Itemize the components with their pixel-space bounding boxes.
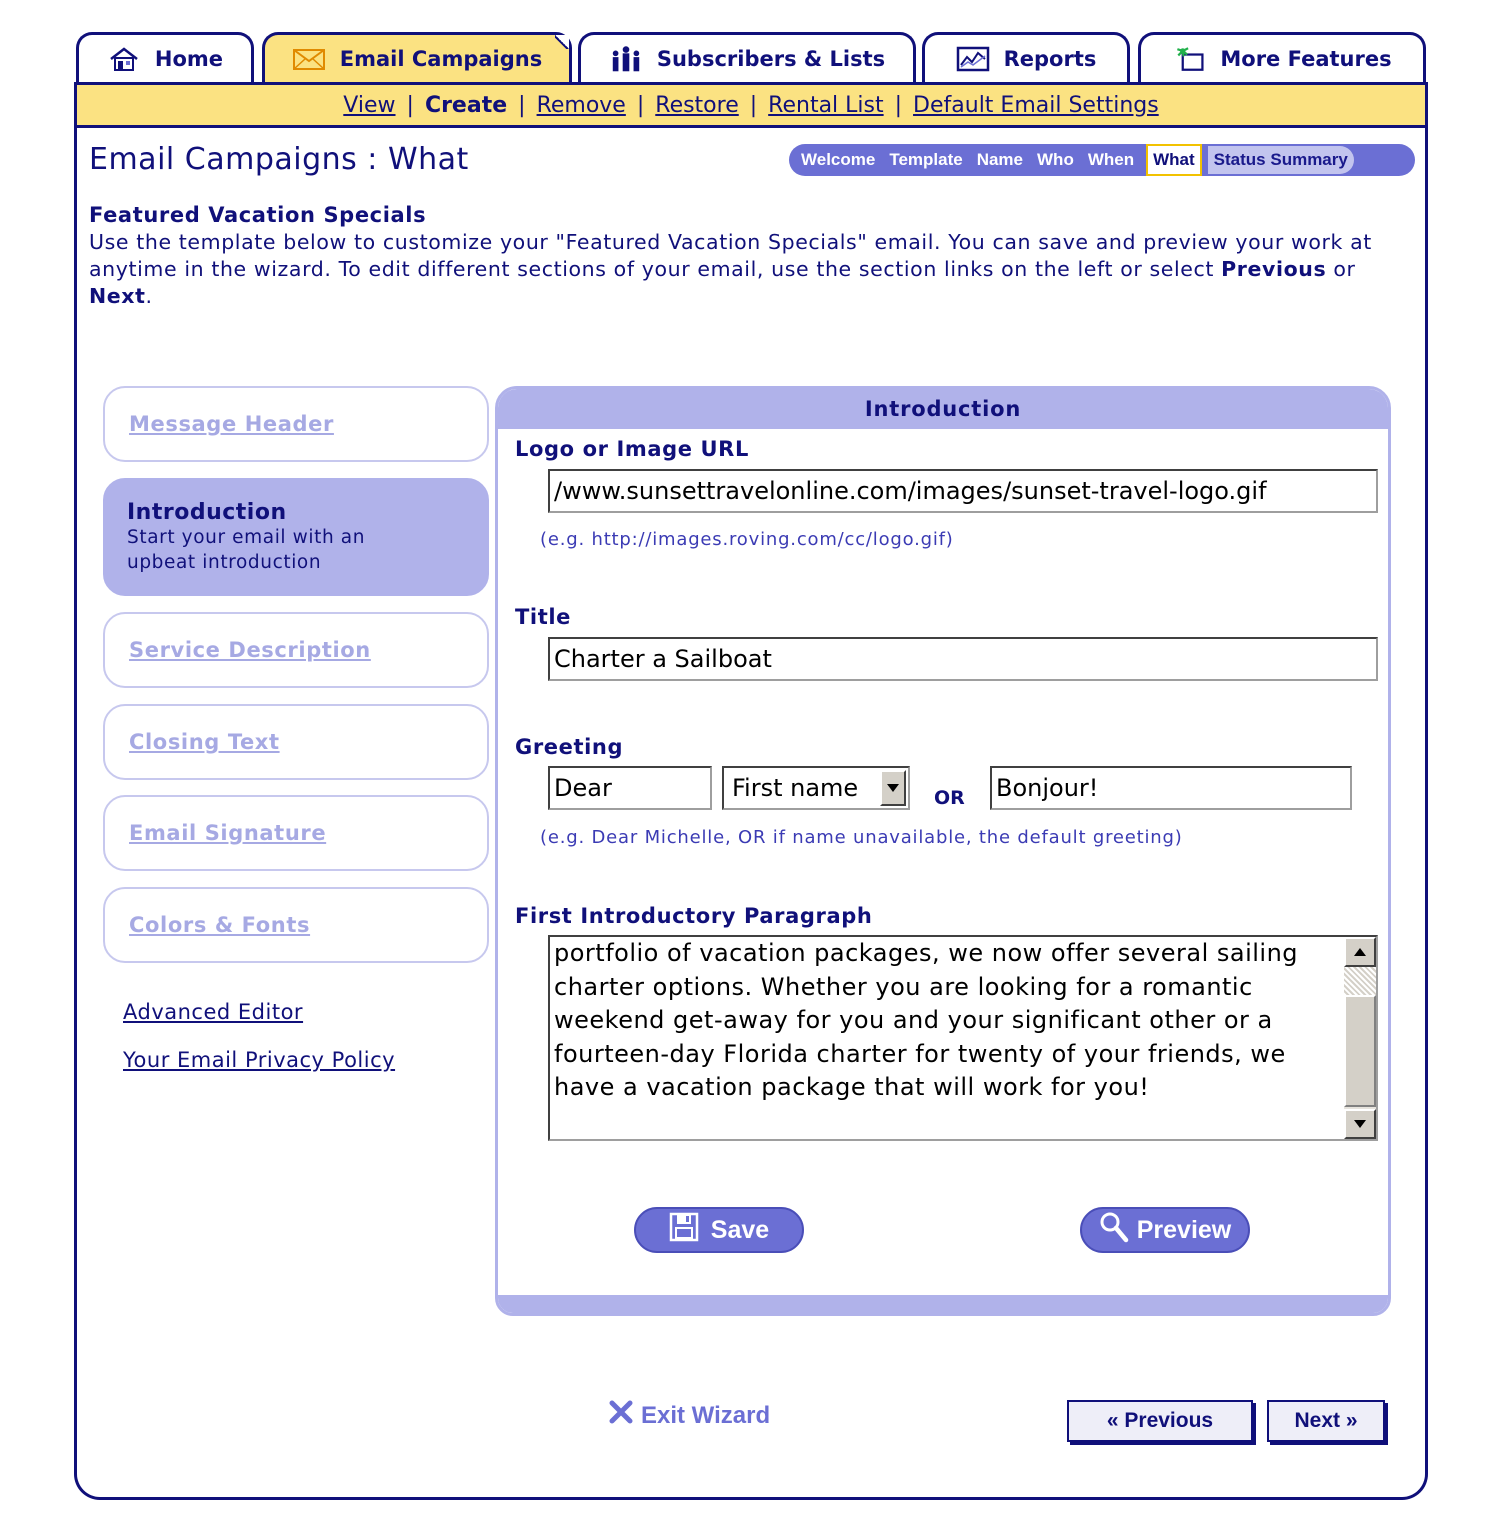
main-tabs — [76, 32, 1426, 84]
tab-reports[interactable] — [922, 32, 1130, 84]
greeting-hint: (e.g. Dear Michelle, OR if name unavailable, the default greeting) — [540, 827, 1183, 848]
tab-label: Reports — [1003, 46, 1097, 71]
panel-title: Introduction — [498, 389, 1388, 429]
logo-url-input[interactable] — [548, 469, 1378, 513]
introduction-section-description: Start your email with an upbeat introduction — [127, 526, 366, 573]
instructions-text: Use the template below to customize your "Featured Vacation Specials" email. You can save and preview your work at anytime in the wizard. To edit different sections of your email, use the section links on the left or select Previous or Next. — [89, 230, 1372, 308]
logo-url-value: /www.sunsettravelonline.com/images/sunset-travel-logo.gif — [554, 477, 1267, 505]
greeting-word-value: Dear — [554, 774, 612, 802]
greeting-label: Greeting — [515, 735, 624, 759]
title-label: Title — [515, 605, 572, 629]
tab-more-features[interactable] — [1138, 32, 1426, 84]
floppy-disk-icon — [669, 1212, 699, 1249]
scroll-thumb[interactable] — [1344, 995, 1376, 1107]
separator: | — [636, 92, 645, 118]
wizard-steps — [789, 144, 1415, 176]
advanced-editor-link[interactable]: Advanced Editor — [123, 1000, 304, 1024]
chevron-down-icon[interactable] — [880, 770, 906, 806]
previous-label: « Previous — [1106, 1409, 1214, 1432]
section-closing-text[interactable] — [103, 704, 489, 780]
separator: | — [406, 92, 414, 118]
section-service-description[interactable] — [103, 612, 489, 688]
separator: | — [749, 92, 758, 118]
section-introduction[interactable] — [103, 478, 489, 596]
tab-subscribers-lists[interactable] — [578, 32, 916, 84]
step-welcome[interactable]: Welcome — [801, 150, 876, 169]
step-status-summary[interactable]: Status Summary — [1208, 146, 1354, 174]
greeting-word-input[interactable] — [548, 766, 712, 810]
closing-text-link[interactable]: Closing Text — [129, 730, 280, 754]
preview-button[interactable] — [1080, 1207, 1250, 1253]
tab-email-campaigns[interactable] — [262, 32, 572, 84]
tab-label: Email Campaigns — [339, 46, 543, 71]
greeting-name-select[interactable] — [722, 766, 910, 810]
step-who[interactable]: Who — [1037, 150, 1074, 169]
step-what[interactable]: What — [1146, 144, 1202, 176]
introduction-section-title: Introduction — [127, 499, 287, 525]
separator: | — [518, 92, 526, 118]
envelope-icon — [292, 45, 326, 73]
paragraph-label: First Introductory Paragraph — [515, 904, 873, 928]
default-greeting-input[interactable] — [990, 766, 1352, 810]
or-label: OR — [934, 787, 965, 809]
step-name[interactable]: Name — [976, 150, 1024, 169]
section-email-signature[interactable] — [103, 795, 489, 871]
tab-label: Home — [154, 46, 224, 71]
next-button[interactable] — [1267, 1400, 1385, 1442]
colors-fonts-link[interactable]: Colors & Fonts — [129, 913, 311, 937]
step-template[interactable]: Template — [889, 150, 963, 169]
next-keyword: Next — [89, 284, 146, 308]
home-icon — [107, 45, 141, 73]
save-label: Save — [710, 1215, 770, 1244]
close-icon — [609, 1400, 633, 1431]
scrollbar[interactable] — [1344, 937, 1376, 1139]
magnifier-icon — [1099, 1211, 1129, 1250]
paragraph-textarea[interactable] — [548, 935, 1378, 1141]
logo-url-hint: (e.g. http://images.roving.com/cc/logo.gif) — [540, 529, 954, 550]
rental-list-link[interactable]: Rental List — [768, 92, 884, 118]
remove-link[interactable]: Remove — [536, 92, 626, 118]
panel-footer — [498, 1295, 1388, 1313]
tab-label: Subscribers & Lists — [656, 46, 886, 71]
email-signature-link[interactable]: Email Signature — [129, 821, 327, 845]
message-header-link[interactable]: Message Header — [129, 412, 334, 436]
exit-wizard-label: Exit Wizard — [641, 1401, 771, 1429]
default-greeting-value: Bonjour! — [996, 774, 1099, 802]
people-icon — [609, 45, 643, 73]
paragraph-value: portfolio of vacation packages, we now offer several sailing charter options. Whether you are looking for a romantic weekend get-away for you and your significant other or a fourteen-day Florida charter for twenty of your friends, we have a vacation package that will work for you! — [554, 939, 1299, 1101]
previous-button[interactable] — [1067, 1400, 1253, 1442]
sub-navigation — [77, 82, 1425, 128]
service-description-link[interactable]: Service Description — [129, 638, 371, 662]
next-label: Next » — [1294, 1409, 1358, 1432]
title-input[interactable] — [548, 637, 1378, 681]
scroll-down-icon[interactable] — [1344, 1109, 1376, 1139]
section-colors-fonts[interactable] — [103, 887, 489, 963]
privacy-policy-link[interactable]: Your Email Privacy Policy — [123, 1048, 396, 1072]
campaign-name: Featured Vacation Specials — [89, 203, 427, 227]
title-value: Charter a Sailboat — [554, 645, 772, 673]
view-link[interactable]: View — [343, 92, 396, 118]
exit-wizard-link[interactable] — [609, 1400, 770, 1431]
restore-link[interactable]: Restore — [655, 92, 739, 118]
introduction-panel — [495, 386, 1391, 1316]
save-button[interactable] — [634, 1207, 804, 1253]
scroll-up-icon[interactable] — [1344, 937, 1376, 967]
chart-icon — [956, 45, 990, 73]
create-link[interactable]: Create — [424, 92, 508, 118]
section-message-header[interactable] — [103, 386, 489, 462]
page-title: Email Campaigns : What — [89, 142, 469, 177]
separator: | — [894, 92, 903, 118]
greeting-select-value: First name — [732, 774, 859, 802]
step-when[interactable]: When — [1087, 150, 1135, 169]
default-email-settings-link[interactable]: Default Email Settings — [913, 92, 1159, 118]
campaign-intro — [89, 202, 1419, 310]
main-frame — [74, 82, 1428, 1500]
tab-home[interactable] — [76, 32, 254, 84]
preview-label: Preview — [1136, 1215, 1232, 1244]
features-icon — [1172, 45, 1206, 73]
logo-url-label: Logo or Image URL — [515, 437, 749, 461]
previous-keyword: Previous — [1221, 257, 1327, 281]
tab-label: More Features — [1220, 46, 1392, 71]
scroll-track[interactable] — [1344, 967, 1376, 995]
